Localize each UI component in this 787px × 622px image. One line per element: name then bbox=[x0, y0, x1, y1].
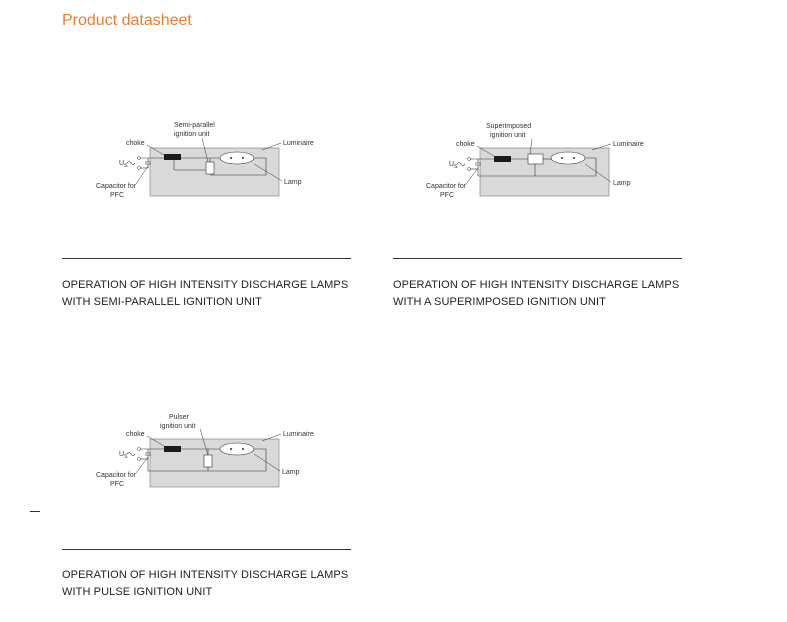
unit-label: Superimposed bbox=[486, 123, 532, 130]
luminaire-label: Luminaire bbox=[283, 431, 314, 438]
unit-label-2: ignition unit bbox=[160, 423, 196, 430]
unit-label: Pulser bbox=[169, 414, 189, 421]
ignition-unit bbox=[528, 154, 543, 164]
unit-label-2: ignition unit bbox=[174, 131, 210, 138]
capacitor-label: Capacitor for bbox=[96, 472, 137, 479]
lamp-bulb bbox=[220, 443, 254, 455]
lamp-label: Lamp bbox=[284, 179, 302, 186]
caption-superimposed bbox=[393, 277, 679, 311]
lamp-label: Lamp bbox=[282, 469, 300, 476]
ignition-unit bbox=[204, 455, 212, 467]
diagram-semi-parallel bbox=[92, 118, 332, 203]
unit-label: Semi-parallel bbox=[174, 122, 215, 129]
caption-semi-parallel bbox=[62, 277, 348, 311]
margin-mark bbox=[30, 511, 40, 512]
choke-coil bbox=[164, 446, 181, 452]
divider-2 bbox=[393, 258, 682, 259]
supply-label: $U_S$ bbox=[119, 160, 128, 169]
divider-3 bbox=[62, 549, 351, 550]
capacitor-label-2: PFC bbox=[110, 192, 124, 199]
supply-label: $U_S$ bbox=[119, 451, 128, 460]
luminaire-label: Luminaire bbox=[283, 140, 314, 147]
caption-line-1: OPERATION OF HIGH INTENSITY DISCHARGE LAMPS bbox=[62, 279, 349, 291]
capacitor-label: Capacitor for bbox=[96, 183, 137, 190]
divider-1 bbox=[62, 258, 351, 259]
capacitor-label-2: PFC bbox=[440, 192, 454, 199]
luminaire-label: Luminaire bbox=[613, 141, 644, 148]
caption-line-2: WITH A SUPERIMPOSED IGNITION UNIT bbox=[393, 296, 606, 308]
page-title: Product datasheet bbox=[62, 12, 192, 29]
supply-label: $U_S$ bbox=[449, 161, 458, 170]
choke-label: choke bbox=[126, 140, 145, 147]
capacitor-label-2: PFC bbox=[110, 481, 124, 488]
choke-label: choke bbox=[456, 141, 475, 148]
caption-line-2: WITH PULSE IGNITION UNIT bbox=[62, 586, 213, 598]
caption-line-1: OPERATION OF HIGH INTENSITY DISCHARGE LAMPS bbox=[393, 279, 680, 291]
choke-coil bbox=[164, 154, 181, 160]
diagram-pulser bbox=[92, 409, 332, 494]
luminaire-housing bbox=[480, 148, 609, 196]
capacitor-label: Capacitor for bbox=[426, 183, 467, 190]
caption-pulser bbox=[62, 567, 348, 601]
caption-line-2: WITH SEMI-PARALLEL IGNITION UNIT bbox=[62, 296, 262, 308]
ignition-unit bbox=[206, 162, 214, 174]
diagram-superimposed bbox=[422, 118, 662, 203]
caption-line-1: OPERATION OF HIGH INTENSITY DISCHARGE LAMPS bbox=[62, 569, 349, 581]
choke-label: choke bbox=[126, 431, 145, 438]
unit-label-2: ignition unit bbox=[490, 132, 526, 139]
lamp-bulb bbox=[220, 152, 254, 164]
lamp-label: Lamp bbox=[613, 180, 631, 187]
choke-coil bbox=[494, 156, 511, 162]
lamp-bulb bbox=[551, 152, 585, 164]
